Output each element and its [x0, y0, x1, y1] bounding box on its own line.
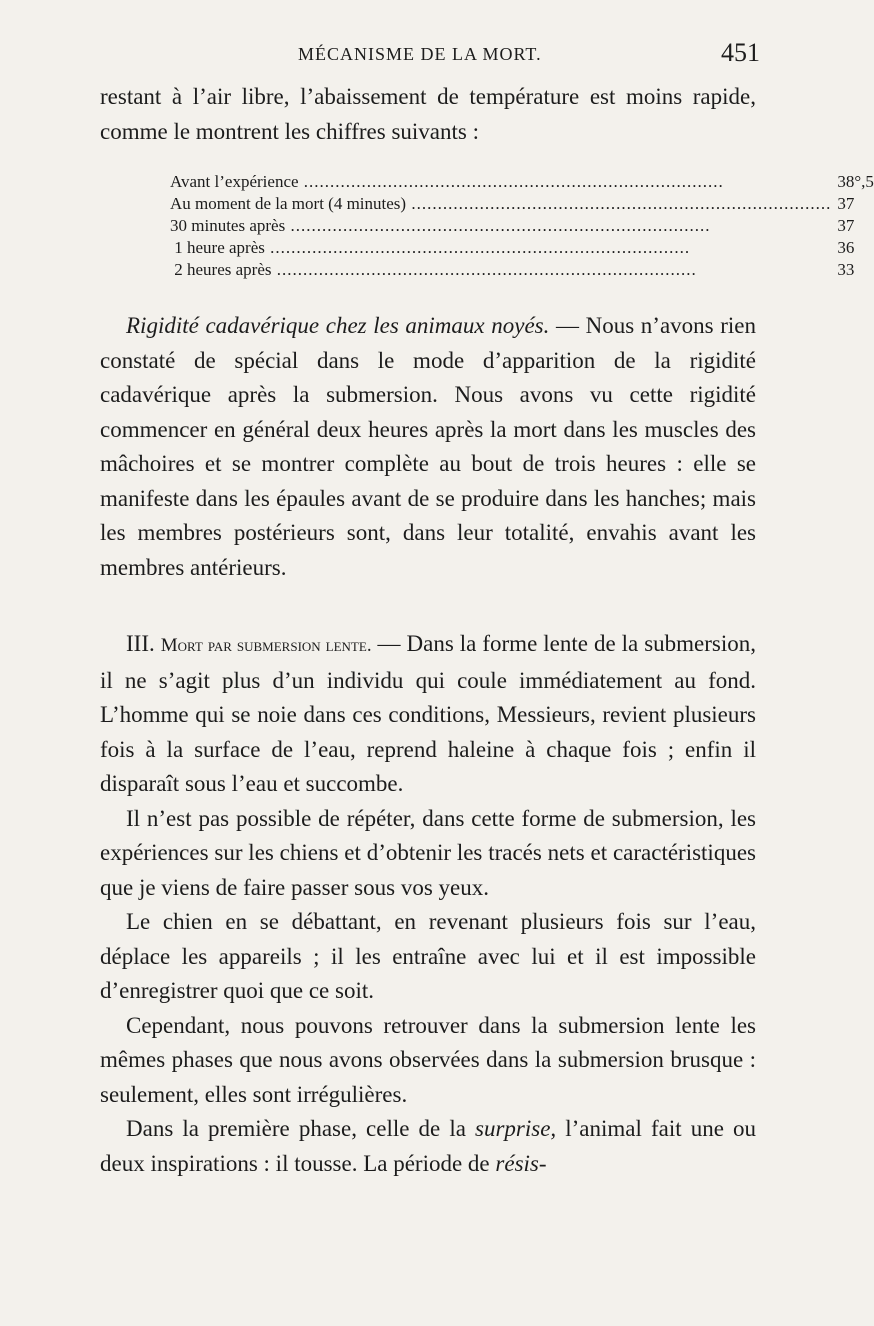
row-label: 30 minutes après ..... — [170, 215, 831, 237]
p7-italic-resis: résis- — [495, 1150, 547, 1176]
table-row — [170, 259, 874, 281]
paragraph-5: Le chien en se débattant, en revenant plusieurs fois sur l’eau, déplace les appareils ; il les entraîne avec lui et il est impossible d’enregistrer quoi que ce soit. — [100, 909, 756, 1003]
row-value: 37 — [837, 216, 855, 235]
p7-italic-surprise: surprise, — [475, 1116, 557, 1141]
section-3-text: — Dans la forme lente de la submersion, il ne s’agit plus d’un individu qui coule immédiatement au fond. L’homme qui se noie dans ces conditions, Messieurs, revient plusieurs fois à la surface de l’eau, reprend haleine à chaque fois ; enfin il disparaît sous l’eau et succombe. — [100, 631, 757, 796]
running-head — [100, 36, 760, 76]
section-3-paragraph — [100, 627, 756, 802]
row-label: 2 heures après ..... — [170, 259, 831, 281]
temperature-table — [170, 171, 874, 281]
table-row — [170, 237, 874, 259]
running-title: MÉCANISME DE LA MORT. — [298, 44, 542, 64]
table-row — [170, 193, 874, 215]
table-row — [170, 215, 874, 237]
row-label: 1 heure après ..... — [170, 237, 831, 259]
row-value: 38°,5 — [837, 172, 874, 191]
paragraph-7 — [100, 1112, 756, 1181]
section-numeral: III. — [126, 631, 155, 656]
row-value: 36 — [837, 238, 855, 257]
section-title: Mort par submersion lente. — [160, 635, 372, 656]
paragraph-6: Cependant, nous pouvons retrouver dans la submersion lente les mêmes phases que nous avons observées dans la submersion brusque : seulement, elles sont irrégulières. — [100, 1012, 756, 1107]
table-row — [170, 171, 874, 193]
row-label: Avant l’expérience ..... — [170, 171, 831, 193]
paragraph-1: restant à l’air libre, l’abaissement de température est moins rapide, comme le montrent les chiffres suivants : — [100, 84, 756, 144]
p7-middle: l’animal fait une ou deux inspirations : il tousse. La période de — [100, 1116, 756, 1176]
rigidite-heading: Rigidité cadavérique chez les animaux noyés. — [126, 313, 550, 338]
page-number: 451 — [721, 38, 760, 67]
row-label: Au moment de la mort (4 minutes) ..... — [170, 193, 831, 215]
paragraph-4: Il n’est pas possible de répéter, dans cette forme de submersion, les expériences sur les chiens et d’obtenir les tracés nets et caractéristiques que je viens de faire passer sous vos yeux. — [100, 805, 756, 900]
body-text — [100, 80, 874, 1181]
p7-before: Dans la première phase, celle de la — [126, 1116, 475, 1141]
rigidite-text: — Nous n’avons rien constaté de spécial dans le mode d’apparition de la rigidité cadavérique après la submersion. Nous avons vu cette rigidité commencer en général deux heures après la mort dans les muscles des mâchoires et se montrer complète au bout de trois heures : elle se manifeste dans les épaules avant de se produire dans les hanches; mais les membres postérieurs sont, dans leur totalité, envahis avant les membres antérieurs. — [100, 313, 756, 580]
row-value: 37 — [837, 194, 855, 213]
row-value: 33 — [837, 260, 855, 279]
paragraph-rigidite — [100, 309, 756, 585]
